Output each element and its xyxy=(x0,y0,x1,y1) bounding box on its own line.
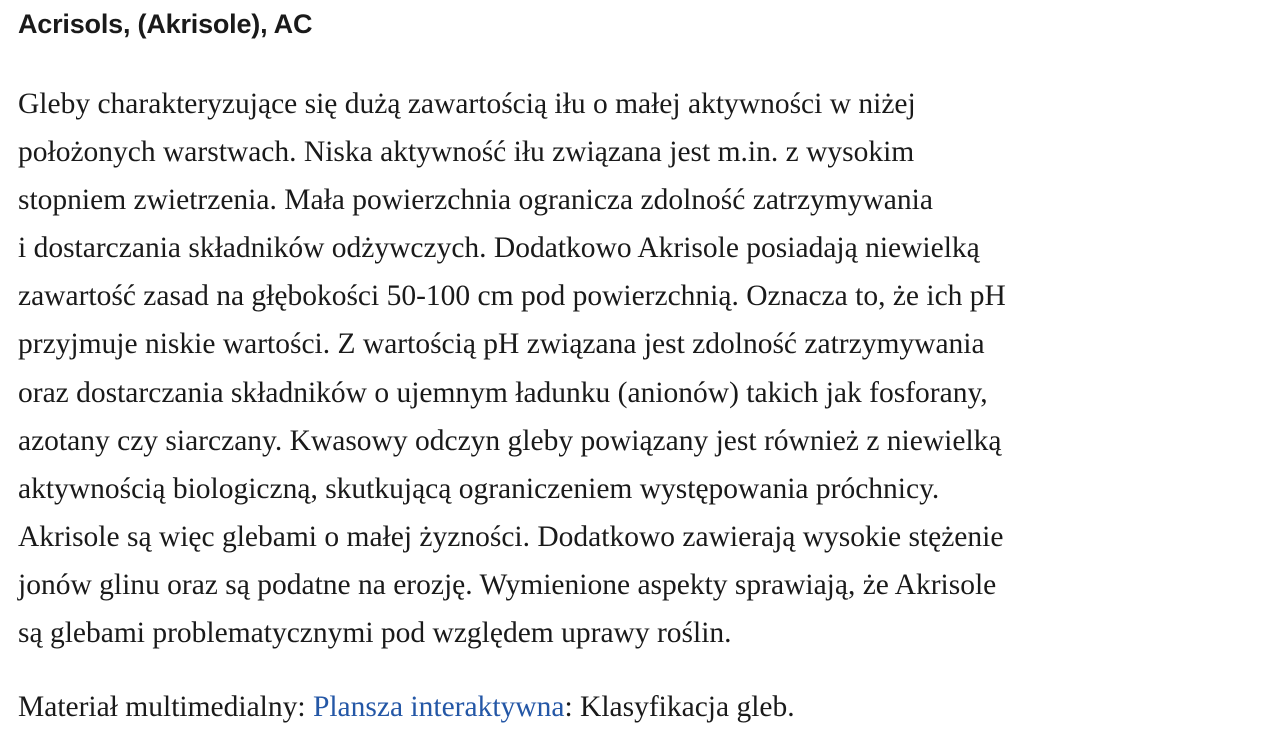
description-paragraph xyxy=(18,80,1282,657)
interactive-board-link[interactable]: Plansza interaktywna xyxy=(312,691,565,724)
paragraph-line: oraz dostarczania składników o ujemnym ładunku (anionów) takich jak fosforany, xyxy=(18,376,988,409)
paragraph-line: stopniem zwietrzenia. Mała powierzchnia ogranicza zdolność zatrzymywania xyxy=(18,184,933,217)
paragraph-line: są glebami problematycznymi pod względem uprawy roślin. xyxy=(18,617,732,650)
paragraph-line: przyjmuje niskie wartości. Z wartością pH związana jest zdolność zatrzymywania xyxy=(18,328,985,361)
paragraph-line: jonów glinu oraz są podatne na erozję. Wymienione aspekty sprawiają, że Akrisole xyxy=(18,568,997,601)
paragraph-line: zawartość zasad na głębokości 50-100 cm pod powierzchnią. Oznacza to, że ich pH xyxy=(18,280,1006,313)
multimedia-suffix: : Klasyfikacja gleb. xyxy=(564,691,795,724)
paragraph-line: i dostarczania składników odżywczych. Dodatkowo Akrisole posiadają niewielką xyxy=(18,232,980,265)
paragraph-line: Akrisole są więc glebami o małej żyzności. Dodatkowo zawierają wysokie stężenie xyxy=(18,520,1004,553)
paragraph-line: Gleby charakteryzujące się dużą zawartością iłu o małej aktywności w niżej xyxy=(18,88,916,120)
paragraph-line: aktywnością biologiczną, skutkującą ograniczeniem występowania próchnicy. xyxy=(18,472,940,505)
multimedia-reference xyxy=(18,683,1282,731)
paragraph-line: położonych warstwach. Niska aktywność iłu związana jest m.in. z wysokim xyxy=(18,136,915,169)
paragraph-line: azotany czy siarczany. Kwasowy odczyn gleby powiązany jest również z niewielką xyxy=(18,424,1002,457)
multimedia-prefix: Materiał multimedialny: xyxy=(18,691,313,724)
section-heading: Acrisols, (Akrisole), AC xyxy=(18,9,313,39)
